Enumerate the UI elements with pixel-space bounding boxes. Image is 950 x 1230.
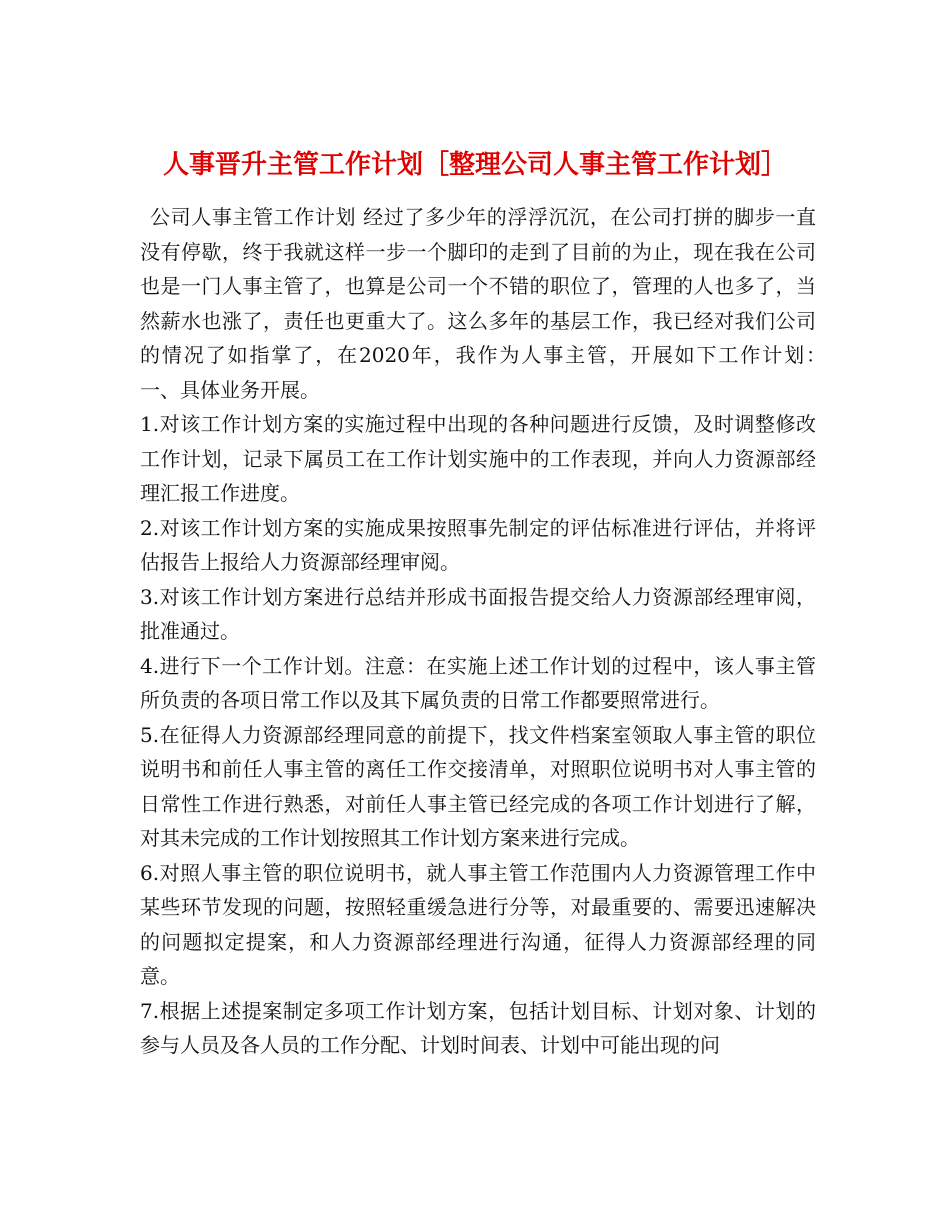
intro-paragraph: 公司人事主管工作计划 经过了多少年的浮浮沉沉，在公司打拼的脚步一直没有停歇，终于我就这样一步一个脚印的走到了目前的为止，现在我在公司也是一门人事主管了，也算是公司一个不错的职位了，管理的人也多了，当然薪水也涨了，责任也更重大了。这么多年的基层工作，我已经对我们公司的情况了如指掌了，在2020年，我作为人事主管，开展如下工作计划： 一、具体业务开展。 [140,205,836,402]
list-item-2: 2.对该工作计划方案的实施成果按照事先制定的评估标准进行评估，并将评估报告上报给人力资源部经理审阅。 [140,515,816,574]
list-item-6: 6.对照人事主管的职位说明书，就人事主管工作范围内人力资源管理工作中某些环节发现的问题，按照轻重缓急进行分等，对最重要的、需要迅速解决的问题拟定提案，和人力资源部经理进行沟通，征得人力资源部经理的同意。 [140,860,816,988]
page-title: 人事晋升主管工作计划［整理公司人事主管工作计划］ [162,150,787,181]
list-item-4: 4.进行下一个工作计划。注意：在实施上述工作计划的过程中，该人事主管所负责的各项日常工作以及其下属负责的日常工作都要照常进行。 [140,653,816,712]
list-item-7: 7.根据上述提案制定多项工作计划方案，包括计划目标、计划对象、计划的参与人员及各人员的工作分配、计划时间表、计划中可能出现的问 [140,998,816,1057]
list-item-5: 5.在征得人力资源部经理同意的前提下，找文件档案室领取人事主管的职位说明书和前任人事主管的离任工作交接清单，对照职位说明书对人事主管的日常性工作进行熟悉，对前任人事主管已经完成的各项工作计划进行了解，对其未完成的工作计划按照其工作计划方案来进行完成。 [140,722,816,850]
list-item-3: 3.对该工作计划方案进行总结并形成书面报告提交给人力资源部经理审阅，批准通过。 [140,584,816,643]
document-body [140,200,836,1063]
list-item-1: 1.对该工作计划方案的实施过程中出现的各种问题进行反馈，及时调整修改工作计划，记录下属员工在工作计划实施中的工作表现，并向人力资源部经理汇报工作进度。 [140,412,816,505]
